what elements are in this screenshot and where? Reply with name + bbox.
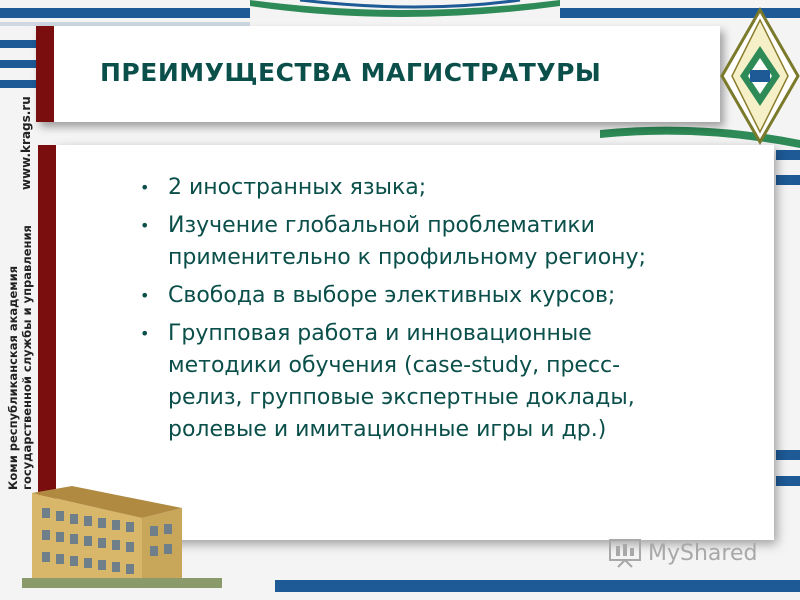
title-accent-bar — [36, 26, 54, 122]
left-stripe-3 — [0, 80, 36, 88]
org-name-line1: Коми республиканская академия — [6, 265, 20, 490]
list-item-line: методики обучения (case-study, пресс- — [168, 353, 621, 378]
slide-title: ПРЕИМУЩЕСТВА МАГИСТРАТУРЫ — [100, 58, 602, 87]
org-name-line2: государственной службы и управления — [20, 225, 34, 490]
left-stripe-2 — [0, 60, 36, 68]
bullet-dot: • — [140, 178, 150, 197]
list-item-line: ролевые и имитационные игры и др.) — [168, 417, 607, 442]
left-stripe — [0, 40, 36, 48]
list-item — [140, 210, 740, 274]
list-item-line: Групповая работа и инновационные — [168, 321, 592, 346]
list-item-line: релиз, групповые экспертные доклады, — [168, 385, 635, 410]
academy-emblem-icon — [720, 6, 800, 146]
list-item — [140, 172, 740, 204]
list-item-line: 2 иностранных языка; — [168, 175, 427, 200]
benefits-list — [140, 172, 740, 452]
myshared-watermark — [608, 538, 757, 568]
right-stripe-3 — [776, 450, 800, 460]
bullet-dot: • — [140, 216, 150, 235]
right-stripe-4 — [776, 476, 800, 486]
list-item-line: Свобода в выборе элективных курсов; — [168, 283, 616, 308]
list-item-line: применительно к профильному региону; — [168, 245, 646, 270]
presentation-board-icon — [608, 538, 642, 568]
bullet-dot: • — [140, 324, 150, 343]
academy-building-image — [22, 478, 222, 588]
watermark-text: MyShared — [648, 540, 758, 566]
bullet-dot: • — [140, 286, 150, 305]
list-item — [140, 280, 740, 312]
list-item — [140, 318, 740, 446]
website-text: www.krags.ru — [19, 96, 33, 190]
list-item-line: Изучение глобальной проблематики — [168, 213, 595, 238]
right-stripe — [776, 150, 800, 160]
right-stripe-2 — [776, 175, 800, 185]
bottom-stripe — [275, 580, 800, 592]
